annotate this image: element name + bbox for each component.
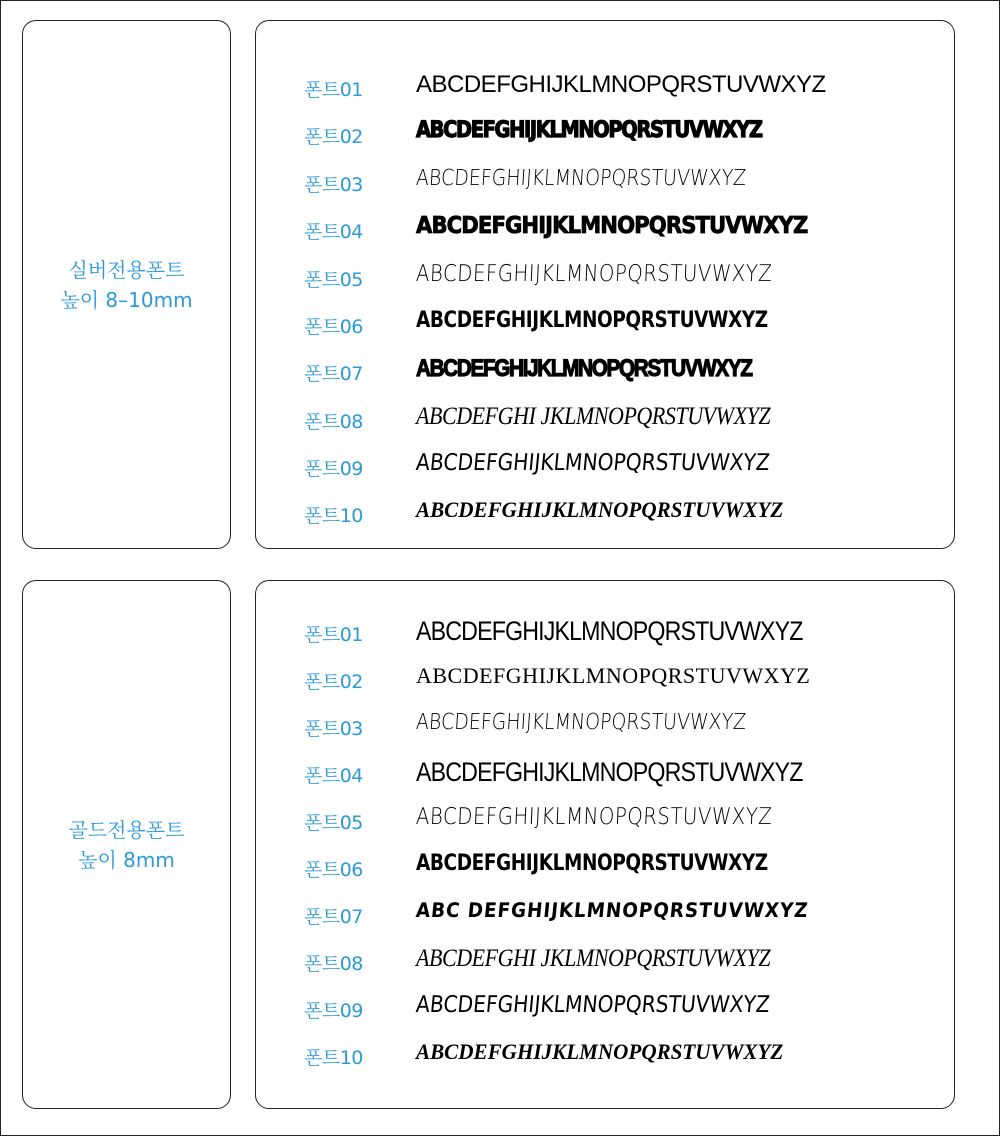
font-sample: ABCDEFGHIJKLMNOPQRSTUVWXYZ bbox=[415, 166, 747, 191]
font-sample: ABC DEFGHIJKLMNOPQRSTUVWXYZ bbox=[414, 898, 810, 922]
font-name: 폰트05 bbox=[304, 269, 363, 291]
font-sample: ABCDEFGHI JKLMNOPQRSTUVWXYZ bbox=[416, 403, 771, 430]
font-sample: ABCDEFGHIJKLMNOPQRSTUVWXYZ bbox=[416, 851, 768, 876]
font-name: 폰트04 bbox=[304, 765, 363, 787]
font-name: 폰트02 bbox=[304, 671, 363, 693]
font-name: 폰트08 bbox=[304, 411, 363, 433]
font-sample: ABCDEFGHIJKLMNOPQRSTUVWXYZ bbox=[416, 308, 768, 333]
font-sample: ABCDEFGHIJKLMNOPQRSTUVWXYZ bbox=[416, 616, 803, 646]
font-name: 폰트06 bbox=[304, 859, 363, 881]
font-row-gold-09 bbox=[256, 990, 956, 1030]
font-name: 폰트07 bbox=[304, 363, 363, 385]
gold-font-list bbox=[255, 580, 955, 1109]
font-sample: ABCDEFGHIJKLMNOPQRSTUVWXYZ bbox=[416, 71, 826, 98]
font-row-gold-03 bbox=[256, 708, 956, 748]
font-row-silver-02 bbox=[256, 116, 956, 156]
font-name: 폰트10 bbox=[304, 505, 363, 527]
font-sample: ABCDEFGHIJKLMNOPQRSTUVWXYZ bbox=[416, 663, 811, 688]
font-row-gold-07 bbox=[256, 896, 956, 936]
font-sample: ABCDEFGHIJKLMNOPQRSTUVWXYZ bbox=[416, 757, 803, 787]
font-name: 폰트01 bbox=[304, 79, 363, 101]
silver-font-title: 실버전용폰트 bbox=[68, 257, 185, 282]
font-sample: ABCDEFGHIJKLMNOPQRSTUVWXYZ bbox=[414, 992, 771, 1018]
font-sample: ABCDEFGHIJKLMNOPQRSTUVWXYZ bbox=[415, 804, 773, 830]
font-name: 폰트05 bbox=[304, 812, 363, 834]
font-name: 폰트07 bbox=[304, 906, 363, 928]
font-name: 폰트08 bbox=[304, 953, 363, 975]
font-name: 폰트01 bbox=[304, 624, 363, 646]
font-sample: ABCDEFGHIJKLMNOPQRSTUVWXYZ bbox=[416, 213, 808, 239]
font-row-silver-03 bbox=[256, 164, 956, 204]
font-name: 폰트06 bbox=[304, 316, 363, 338]
font-row-gold-02 bbox=[256, 661, 956, 701]
font-name: 폰트02 bbox=[304, 126, 363, 148]
font-name: 폰트10 bbox=[304, 1047, 363, 1069]
font-sample: ABCDEFGHI JKLMNOPQRSTUVWXYZ bbox=[416, 945, 771, 972]
font-name: 폰트03 bbox=[304, 718, 363, 740]
font-sample: ABCDEFGHIJKLMNOPQRSTUVWXYZ bbox=[415, 710, 747, 735]
font-row-gold-10 bbox=[256, 1037, 956, 1077]
font-row-silver-07 bbox=[256, 353, 956, 393]
font-row-gold-05 bbox=[256, 802, 956, 842]
gold-font-label-box bbox=[22, 580, 231, 1109]
font-row-silver-04 bbox=[256, 211, 956, 251]
font-sample: ABCDEFGHIJKLMNOPQRSTUVWXYZ bbox=[416, 355, 752, 382]
font-row-silver-10 bbox=[256, 495, 956, 535]
font-sample: ABCDEFGHIJKLMNOPQRSTUVWXYZ bbox=[414, 450, 771, 476]
font-row-silver-01 bbox=[256, 69, 956, 109]
font-name: 폰트09 bbox=[304, 1000, 363, 1022]
silver-font-label-box bbox=[22, 20, 231, 549]
font-sample: ABCDEFGHIJKLMNOPQRSTUVWXYZ bbox=[416, 497, 784, 522]
font-row-silver-06 bbox=[256, 306, 956, 346]
font-row-silver-09 bbox=[256, 448, 956, 488]
font-name: 폰트04 bbox=[304, 221, 363, 243]
font-row-gold-08 bbox=[256, 943, 956, 983]
gold-font-height: 높이 8mm bbox=[78, 847, 175, 872]
silver-font-list bbox=[255, 20, 955, 549]
silver-font-height: 높이 8–10mm bbox=[60, 287, 193, 312]
font-sample: ABCDEFGHIJKLMNOPQRSTUVWXYZ bbox=[415, 261, 773, 287]
font-row-gold-01 bbox=[256, 614, 956, 654]
font-row-gold-06 bbox=[256, 849, 956, 889]
font-row-silver-05 bbox=[256, 259, 956, 299]
font-name: 폰트09 bbox=[304, 458, 363, 480]
font-sample: ABCDEFGHIJKLMNOPQRSTUVWXYZ bbox=[416, 1039, 784, 1064]
font-name: 폰트03 bbox=[304, 174, 363, 196]
font-row-gold-04 bbox=[256, 755, 956, 795]
font-row-silver-08 bbox=[256, 401, 956, 441]
gold-font-title: 골드전용폰트 bbox=[68, 817, 185, 842]
font-sample: ABCDEFGHIJKLMNOPQRSTUVWXYZ bbox=[416, 118, 762, 143]
